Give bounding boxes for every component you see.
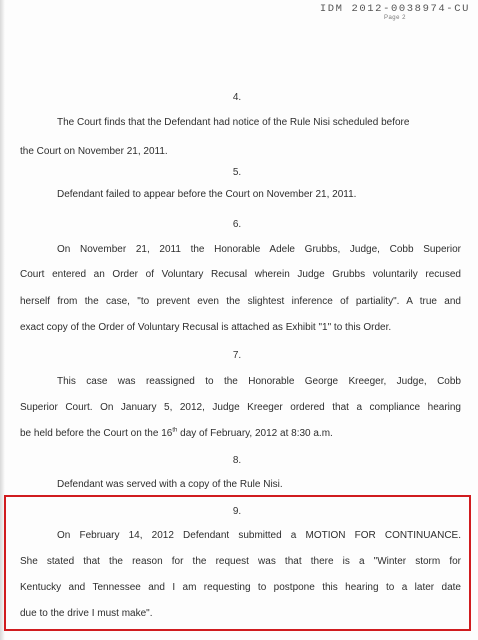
paragraph-line: She stated that the reason for the request was that there is a "Winter storm for xyxy=(20,556,461,567)
paragraph-line: Defendant was served with a copy of the Rule Nisi. xyxy=(57,479,283,490)
case-number-stamp: IDM 2012-0038974-CU xyxy=(319,3,470,15)
paragraph-line: This case was reassigned to the Honorable George Kreeger, Judge, Cobb xyxy=(57,376,461,387)
text-fragment: day of February, 2012 at 8:30 a.m. xyxy=(177,428,333,439)
paragraph-line: due to the drive I must make". xyxy=(20,608,153,619)
paragraph-line: Court entered an Order of Voluntary Recusal wherein Judge Grubbs voluntarily recused xyxy=(20,269,461,280)
paragraph-line: On November 21, 2011 the Honorable Adele Grubbs, Judge, Cobb Superior xyxy=(57,244,461,255)
paragraph-line xyxy=(20,428,333,440)
paragraph-line: exact copy of the Order of Voluntary Recusal is attached as Exhibit "1" to this Order. xyxy=(20,322,392,333)
paragraph-line: the Court on November 21, 2011. xyxy=(20,146,168,157)
paragraph-number: 8. xyxy=(232,455,242,466)
page-number-stamp: Page 2 xyxy=(383,15,406,21)
paragraph-line: Superior Court. On January 5, 2012, Judge Kreeger ordered that a compliance hearing xyxy=(20,402,461,413)
text-fragment: be held before the Court on the 16 xyxy=(20,428,173,439)
paragraph-line: On February 14, 2012 Defendant submitted a MOTION FOR CONTINUANCE. xyxy=(57,530,461,541)
paragraph-line: Defendant failed to appear before the Court on November 21, 2011. xyxy=(57,189,357,200)
paragraph-number: 5. xyxy=(232,167,242,178)
paragraph-line: herself from the case, "to prevent even the slightest inference of partiality". A true and xyxy=(20,296,461,307)
paragraph-line: The Court finds that the Defendant had notice of the Rule Nisi scheduled before xyxy=(57,117,410,128)
paragraph-line: Kentucky and Tennessee and I am requesting to postpone this hearing to a later date xyxy=(20,582,461,593)
paragraph-number: 9. xyxy=(232,506,242,517)
ordinal-suffix: th xyxy=(172,427,178,434)
paragraph-number: 6. xyxy=(232,219,242,230)
paragraph-number: 4. xyxy=(232,92,242,103)
paragraph-number: 7. xyxy=(232,350,242,361)
